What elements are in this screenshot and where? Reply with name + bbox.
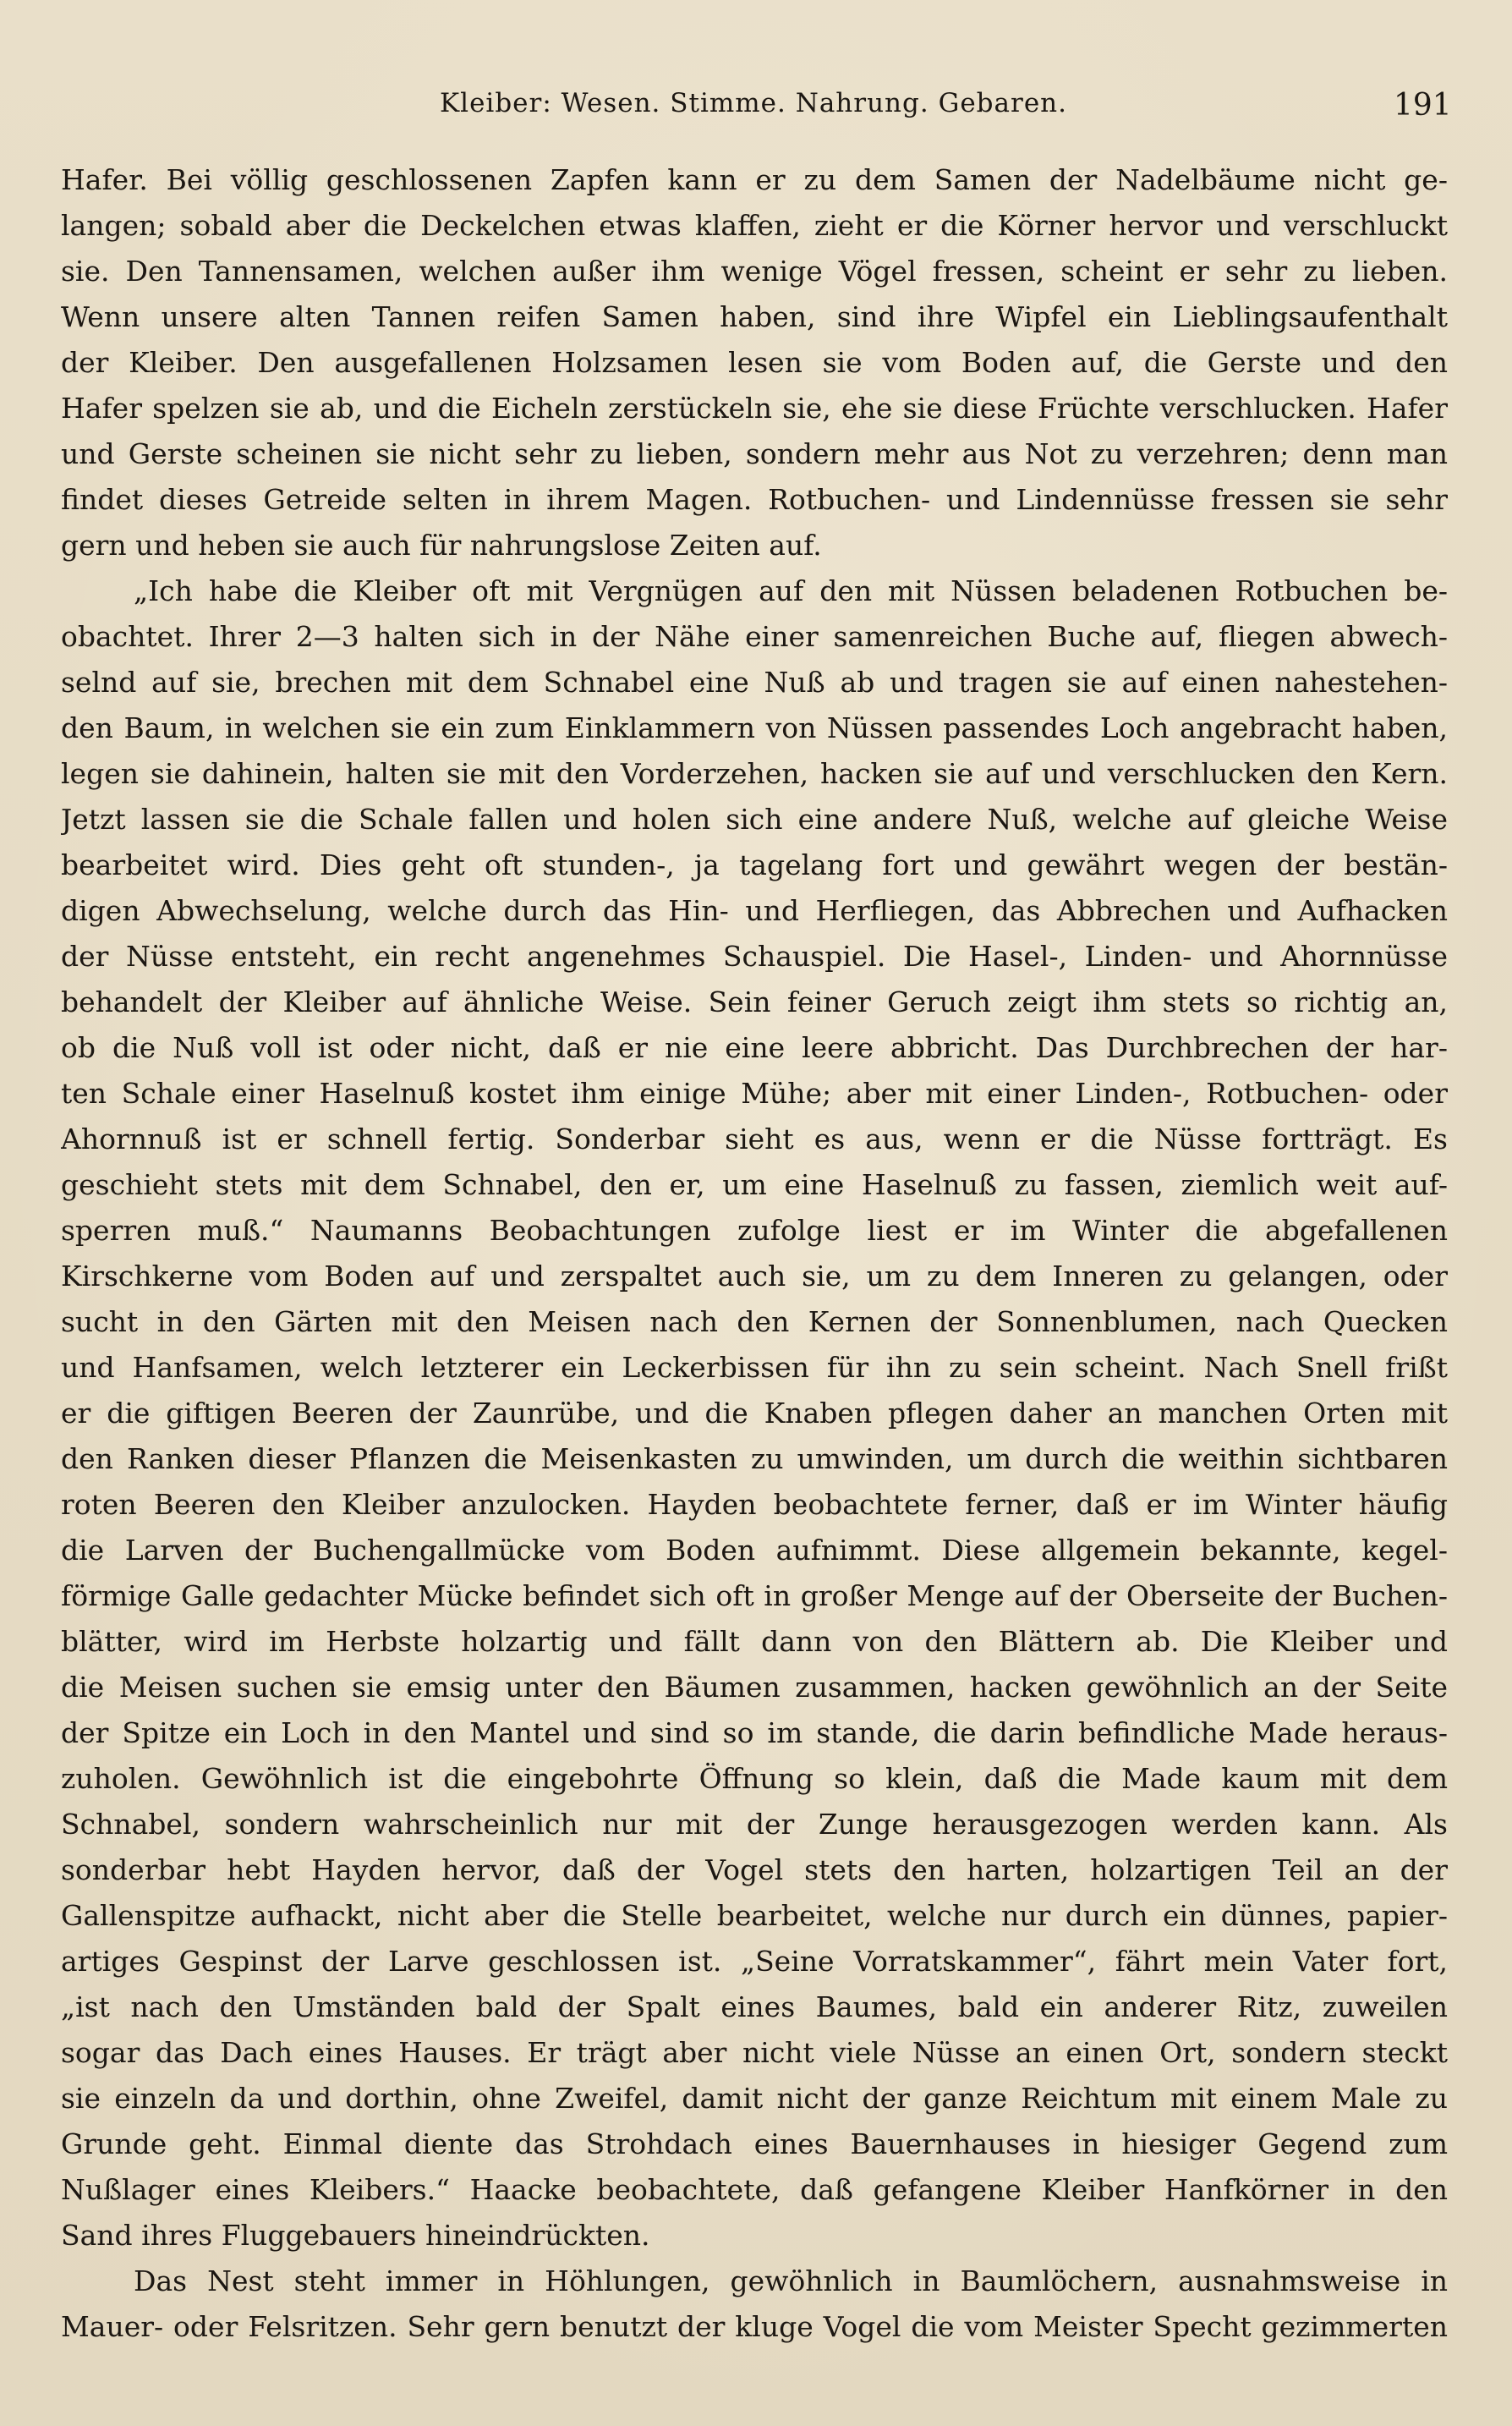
- text-line: blätter, wird im Herbste holzartig und fällt dann von den Blättern ab. Die Kleiber und: [61, 1625, 1448, 1658]
- text-line: Grunde geht. Einmal diente das Strohdach eines Bauernhauses in hiesiger Gegend zum: [61, 2127, 1448, 2160]
- text-line: die Larven der Buchengallmücke vom Boden aufnimmt. Diese allgemein bekannte, kegel-: [61, 1534, 1448, 1567]
- text-line: Ahornnuß ist er schnell fertig. Sonderbar sieht es aus, wenn er die Nüsse fortträgt. Es: [61, 1122, 1448, 1155]
- text-line: zuholen. Gewöhnlich ist die eingebohrte Öffnung so klein, daß die Made kaum mit dem: [61, 1762, 1448, 1795]
- text-line: Hafer. Bei völlig geschlossenen Zapfen kann er zu dem Samen der Nadelbäume nicht ge-: [61, 163, 1448, 196]
- text-line: Nußlager eines Kleibers.“ Haacke beobachtete, daß gefangene Kleiber Hanfkörner in den: [61, 2173, 1448, 2206]
- text-line: bearbeitet wird. Dies geht oft stunden-, ja tagelang fort und gewährt wegen der bestän-: [61, 848, 1448, 881]
- text-line: und Gerste scheinen sie nicht sehr zu lieben, sondern mehr aus Not zu verzehren; denn man: [61, 437, 1448, 470]
- text-line: „ist nach den Umständen bald der Spalt eines Baumes, bald ein anderer Ritz, zuweilen: [61, 1990, 1448, 2023]
- text-line: Hafer spelzen sie ab, und die Eicheln zerstückeln sie, ehe sie diese Früchte verschlucken. Hafer: [61, 392, 1448, 425]
- text-line: Kirschkerne vom Boden auf und zerspaltet auch sie, um zu dem Inneren zu gelangen, oder: [61, 1260, 1448, 1293]
- text-line: artiges Gespinst der Larve geschlossen ist. „Seine Vorratskammer“, fährt mein Vater fort,: [61, 1945, 1448, 1978]
- text-line: sperren muß.“ Naumanns Beobachtungen zufolge liest er im Winter die abgefallenen: [61, 1214, 1448, 1247]
- text-line: Sand ihres Fluggebauers hineindrückten.: [61, 2219, 650, 2252]
- text-line: Jetzt lassen sie die Schale fallen und holen sich eine andere Nuß, welche auf gleiche Weise: [61, 803, 1448, 836]
- text-line: der Spitze ein Loch in den Mantel und sind so im stande, die darin befindliche Made heraus-: [61, 1716, 1448, 1749]
- text-line: ten Schale einer Haselnuß kostet ihm einige Mühe; aber mit einer Linden-, Rotbuchen- oder: [61, 1077, 1448, 1110]
- text-line: Gallenspitze aufhackt, nicht aber die Stelle bearbeitet, welche nur durch ein dünnes, papier-: [61, 1899, 1448, 1932]
- text-line: sonderbar hebt Hayden hervor, daß der Vogel stets den harten, holzartigen Teil an der: [61, 1853, 1448, 1886]
- text-line: sucht in den Gärten mit den Meisen nach den Kernen der Sonnenblumen, nach Quecken: [61, 1305, 1448, 1338]
- text-line: förmige Galle gedachter Mücke befindet sich oft in großer Menge auf der Oberseite der Buchen-: [61, 1579, 1448, 1612]
- text-line: „Ich habe die Kleiber oft mit Vergnügen auf den mit Nüssen beladenen Rotbuchen be-: [134, 574, 1448, 607]
- text-line: ob die Nuß voll ist oder nicht, daß er nie eine leere abbricht. Das Durchbrechen der har-: [61, 1031, 1448, 1064]
- text-line: behandelt der Kleiber auf ähnliche Weise. Sein feiner Geruch zeigt ihm stets so richtig an,: [61, 985, 1448, 1018]
- text-line: und Hanfsamen, welch letzterer ein Leckerbissen für ihn zu sein scheint. Nach Snell frißt: [61, 1351, 1448, 1384]
- text-line: sie. Den Tannensamen, welchen außer ihm wenige Vögel fressen, scheint er sehr zu lieben.: [61, 255, 1448, 288]
- text-line: legen sie dahinein, halten sie mit den Vorderzehen, hacken sie auf und verschlucken den Kern.: [61, 757, 1448, 790]
- text-line: sie einzeln da und dorthin, ohne Zweifel, damit nicht der ganze Reichtum mit einem Male zu: [61, 2082, 1448, 2115]
- text-line: selnd auf sie, brechen mit dem Schnabel eine Nuß ab und tragen sie auf einen nahestehen-: [61, 666, 1448, 699]
- text-line: er die giftigen Beeren der Zaunrübe, und die Knaben pflegen daher an manchen Orten mit: [61, 1397, 1448, 1430]
- text-line: der Nüsse entsteht, ein recht angenehmes Schauspiel. Die Hasel-, Linden- und Ahornnüsse: [61, 940, 1448, 973]
- text-line: der Kleiber. Den ausgefallenen Holzsamen lesen sie vom Boden auf, die Gerste und den: [61, 346, 1448, 379]
- text-line: den Ranken dieser Pflanzen die Meisenkasten zu umwinden, um durch die weithin sichtbaren: [61, 1442, 1448, 1475]
- text-line: geschieht stets mit dem Schnabel, den er, um eine Haselnuß zu fassen, ziemlich weit auf-: [61, 1168, 1448, 1201]
- page-number: 191: [1394, 88, 1452, 123]
- text-line: Das Nest steht immer in Höhlungen, gewöhnlich in Baumlöchern, ausnahmsweise in: [134, 2264, 1448, 2297]
- text-line: findet dieses Getreide selten in ihrem Magen. Rotbuchen- und Lindennüsse fressen sie sehr: [61, 483, 1448, 516]
- text-line: den Baum, in welchen sie ein zum Einklammern von Nüssen passendes Loch angebracht haben,: [61, 711, 1448, 744]
- text-line: Schnabel, sondern wahrscheinlich nur mit der Zunge herausgezogen werden kann. Als: [61, 1808, 1448, 1841]
- text-line: digen Abwechselung, welche durch das Hin- und Herfliegen, das Abbrechen und Aufhacken: [61, 894, 1448, 927]
- text-line: Mauer- oder Felsritzen. Sehr gern benutzt der kluge Vogel die vom Meister Specht gezimmerten: [61, 2310, 1448, 2343]
- text-line: gern und heben sie auch für nahrungslose Zeiten auf.: [61, 529, 822, 562]
- running-head: Kleiber: Wesen. Stimme. Nahrung. Gebaren.: [440, 88, 1067, 118]
- text-line: Wenn unsere alten Tannen reifen Samen haben, sind ihre Wipfel ein Lieblingsaufenthalt: [61, 300, 1448, 333]
- text-line: obachtet. Ihrer 2—3 halten sich in der Nähe einer samenreichen Buche auf, fliegen abwech-: [61, 620, 1448, 653]
- text-line: die Meisen suchen sie emsig unter den Bäumen zusammen, hacken gewöhnlich an der Seite: [61, 1671, 1448, 1704]
- text-line: langen; sobald aber die Deckelchen etwas klaffen, zieht er die Körner hervor und verschluckt: [61, 209, 1448, 242]
- text-line: sogar das Dach eines Hauses. Er trägt aber nicht viele Nüsse an einen Ort, sondern steckt: [61, 2036, 1448, 2069]
- text-line: roten Beeren den Kleiber anzulocken. Hayden beobachtete ferner, daß er im Winter häufig: [61, 1488, 1448, 1521]
- body-text: [61, 157, 1448, 2350]
